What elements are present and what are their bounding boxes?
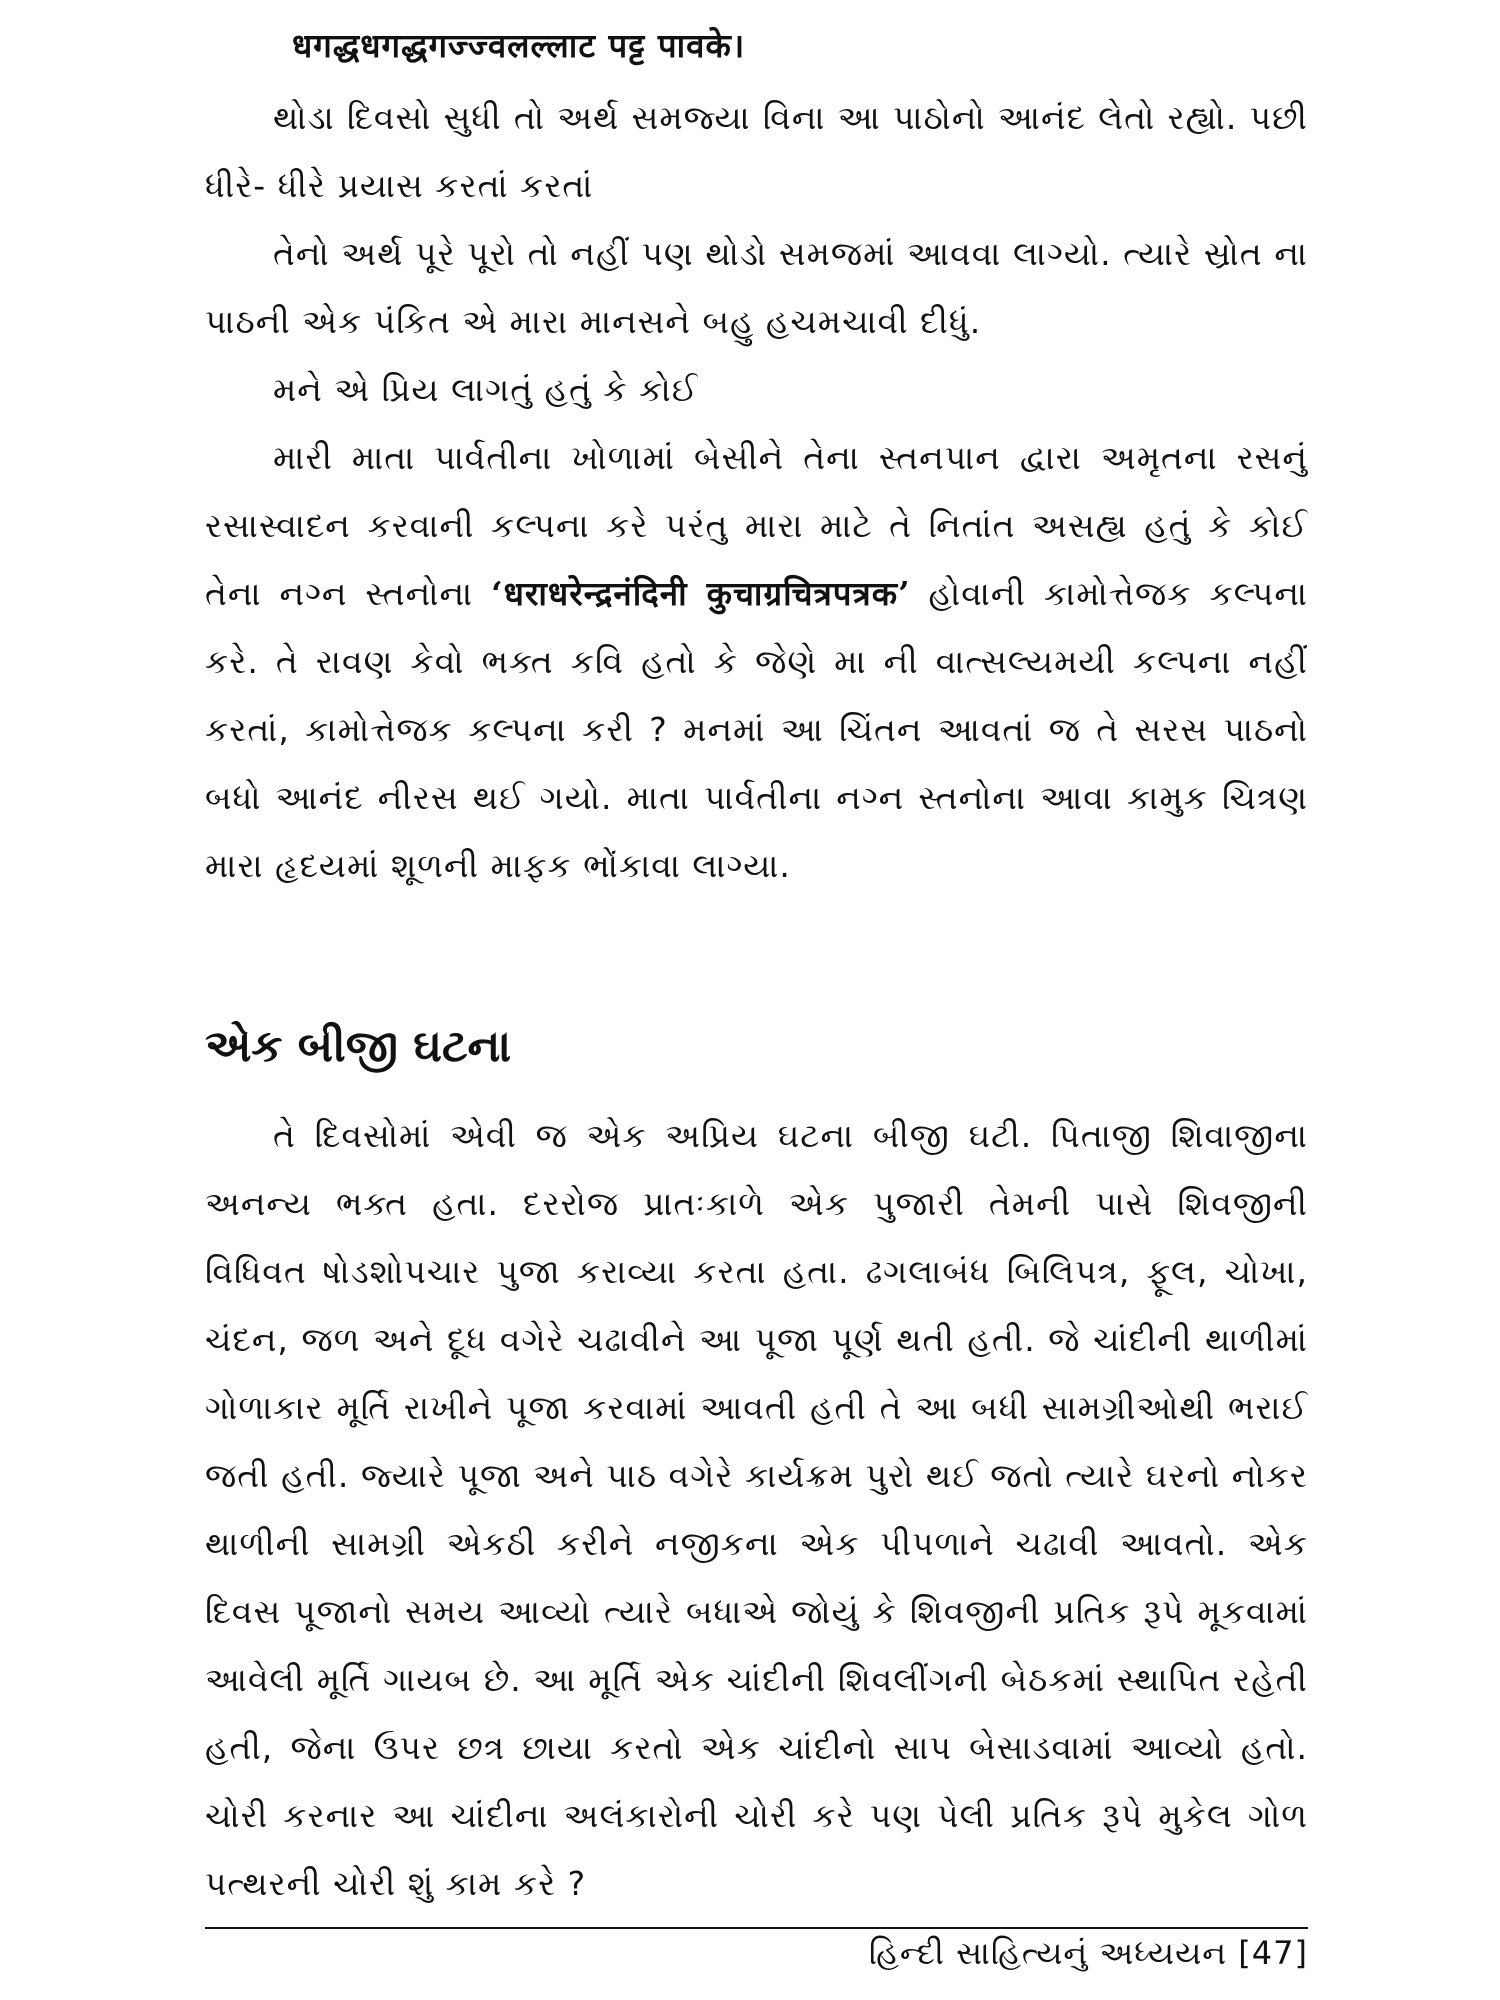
paragraph-3: મને એ પ્રિય લાગતું હતું કે કોઈ: [273, 370, 699, 409]
footer-divider: [205, 1927, 1308, 1929]
running-footer: હિન્દી સાહિત્યનું અધ્યયન [47]: [868, 1934, 1308, 1972]
section-paragraph: તે દિવસોમાં એવી જ એક અપ્રિય ઘટના બીજી ઘટી. પિતાજી શિવાજીના અનન્ય ભક્ત હતા. દરરોજ પ્રાતઃકાળે એક પુજારી તેમની પાસે શિવજીની વિધિવત ષોડશોપચાર પુજા કરાવ્યા કરતા હતા. ઢગલાબંધ બિલિપત્ર, ફૂલ, ચોખા, ચંદન, જળ અને દૂધ વગેરે ચઢાવીને આ પૂજા પૂર્ણ થતી હતી. જે ચાંદીની થાળીમાં ગોળાકાર મૂર્તિ રાખીને પૂજા કરવામાં આવતી હતી તે આ બધી સામગ્રીઓથી ભરાઈ જતી હતી. જ્યારે પૂજા અને પાઠ વગેરે કાર્યક્રમ પુરો થઈ જતો ત્યારે ઘરનો નોકર થાળીની સામગ્રી એકઠી કરીને નજીકના એક પીપળાને ચઢાવી આવતો. એક દિવસ પૂજાનો સમય આવ્યો ત્યારે બધાએ જોયું કે શિવજીની પ્રતિક રૂપે મૂકવામાં આવેલી મૂર્તિ ગાયબ છે. આ મૂર્તિ એક ચાંદીની શિવલીંગની બેઠકમાં સ્થાપિત રહેતી હતી, જેના ઉપર છત્ર છાયા કરતો એક ચાંદીનો સાપ બેસાડવામાં આવ્યો હતો. ચોરી કરનાર આ ચાંદીના અલંકારોની ચોરી કરે પણ પેલી પ્રતિક રૂપે મુકેલ ગોળ પત્થરની ચોરી શું કામ કરે ?: [205, 1116, 1308, 1903]
hindi-quote: ‘धराधरेन्द्रनंदिनी कुचाग्रचित्रपत्रक’: [491, 574, 911, 613]
paragraph-4-text-end: હોવાની કામોત્તેજક કલ્પના કરે. તે રાવણ કેવો ભક્ત કવિ હતો કે જેણે મા ની વાત્સલ્યમયી કલ્પના નહીં કરતાં, કામોત્તેજક કલ્પના કરી ? મનમાં આ ચિંતન આવતાં જ તે સરસ પાઠનો બધો આનંદ નીરસ થઈ ગયો. માતા પાર્વતીના નગ્ન સ્તનોના આવા કામુક ચિત્રણ મારા હૃદયમાં શૂળની માફક ભોંકાવા લાગ્યા.: [205, 574, 1308, 885]
paragraph-2: તેનો અર્થ પૂરે પૂરો તો નહીં પણ થોડો સમજમાં આવવા લાગ્યો. ત્યારે સ્રોત ના પાઠની એક પંકિત એ મારા માનસને બહુ હચમચાવી દીધું.: [205, 234, 1308, 341]
paragraph-1: થોડા દિવસો સુધી તો અર્થ સમજ્યા વિના આ પાઠોનો આનંદ લેતો રહ્યો. પછી ધીરે- ધીરે પ્રયાસ કરતાં કરતાં: [205, 98, 1308, 205]
paragraph-4: [205, 424, 1308, 900]
section-block: [205, 1012, 1308, 1918]
section-heading: એક બીજી ઘટના: [205, 1021, 512, 1072]
body-text-block: [205, 84, 1308, 900]
paragraph-4-text-start: મારી માતા પાર્વતીના ખોળામાં બેસીને તેના સ્તનપાન દ્વારા અમૃતના રસનું રસાસ્વાદન કરવાની કલ્પના કરે પરંતુ મારા માટે તે નિતાંત અસહ્ય હતું કે કોઈ તેના નગ્ન સ્તનોના: [205, 438, 1308, 613]
sanskrit-verse-line: धगद्धधगद्धगज्ज्वलल्लाट पट्ट पावके।: [292, 26, 746, 65]
